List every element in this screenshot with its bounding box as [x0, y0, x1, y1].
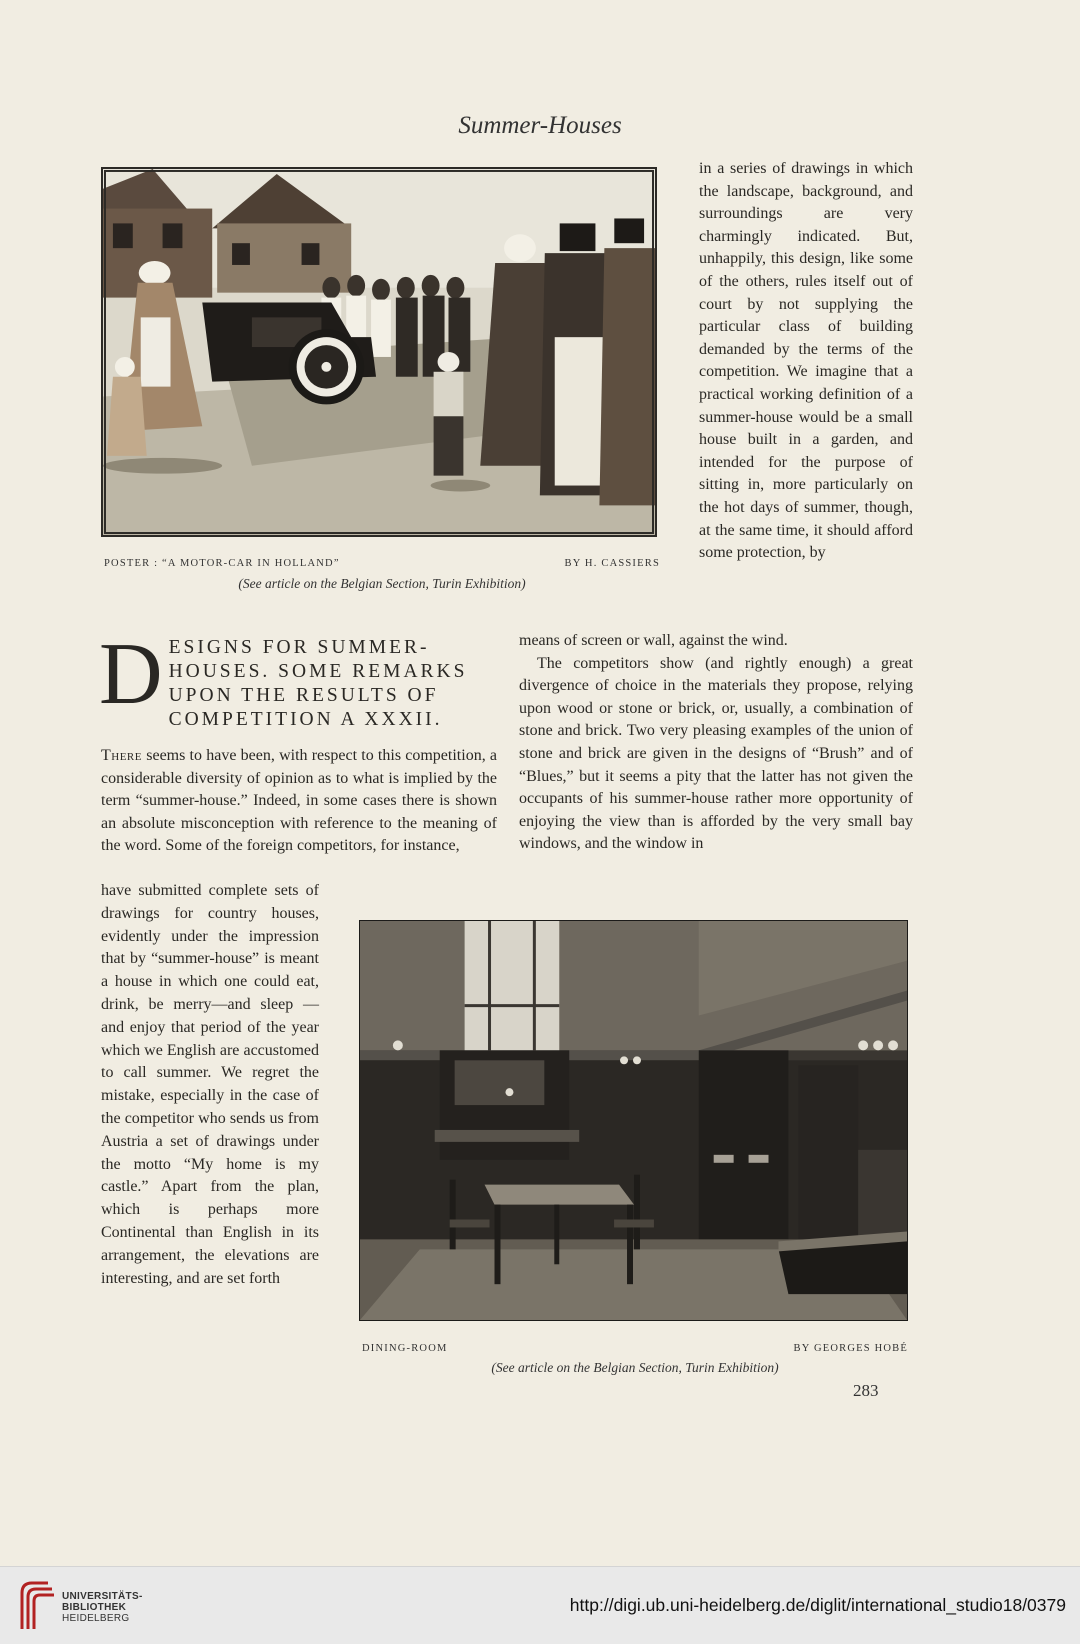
figure2-title: DINING-ROOM: [362, 1343, 448, 1354]
library-name[interactable]: [62, 1591, 143, 1624]
paragraph: have submitted complete sets of drawings for country houses, evidently under the impression that by “summer-house” is meant a house in which one could eat, drink, be merry—and sleep — and enjoy that period of the year which we English are accustomed to call summer. We regret the mistake, especially in the case of the competitor who sends us from Austria a set of drawings under the motto “My home is my castle.” Apart from the plan, which is perhaps more Continental than English in its arrangement, the elevations are interesting, and are set forth: [101, 882, 319, 1287]
paragraph: The competitors show (and rightly enough) a great divergence of choice in the materials they propose, relying upon wood or stone or brick, or, usually, a combination of stone and brick. Two very pleasing examples of the union of stone and brick are given in the designs of “Brush” and of “Blues,” but it seems a pity that the latter has not given the occupants of his summer-house rather more opportunity of enjoying the view than is afforded by the very small bay windows, and the window in: [519, 654, 913, 853]
library-footer: [0, 1566, 1080, 1644]
left-column-wide: [101, 745, 497, 858]
figure2-note: (See article on the Belgian Section, Turin Exhibition): [491, 1360, 779, 1375]
paragraph-line: means of screen or wall, against the wind.: [519, 632, 788, 649]
paragraph: seems to have been, with respect to this competition, a considerable diversity of opinion as to what is implied by the term “summer-house.” Indeed, in some cases there is shown an absolute misconception with reference to the meaning of the word. Some of the foreign competitors, for instance,: [101, 747, 498, 854]
right-column-top: [699, 158, 913, 565]
page-number: 283: [853, 1381, 879, 1400]
figure1-artist: BY H. CASSIERS: [564, 558, 660, 569]
dining-room-photo: [359, 920, 908, 1321]
lead-word: There: [101, 747, 142, 764]
source-url-link[interactable]: http://digi.ub.uni-heidelberg.de/diglit/international_studio18/0379: [569, 1595, 1066, 1615]
right-column-middle: [519, 630, 913, 856]
drop-cap: D: [99, 626, 163, 723]
library-name-line: BIBLIOTHEK: [62, 1602, 127, 1613]
figure1-title: POSTER : “A MOTOR-CAR IN HOLLAND”: [104, 558, 340, 569]
heading-text: ESIGNS FOR SUMMER-HOUSES. SOME REMARKS UPON THE RESULTS OF COMPETITION A XXXII.: [168, 637, 468, 730]
poster-illustration: [101, 167, 657, 537]
article-heading: [99, 626, 497, 732]
running-head: Summer-Houses: [458, 112, 622, 139]
library-logo-icon[interactable]: [14, 1579, 58, 1633]
paragraph: in a series of drawings in which the landscape, background, and surroundings are very charmingly indicated. But, unhappily, this design, like some of the others, rules itself out of court by not supplying the particular class of building demanded by the terms of the competition. We imagine that a practical working definition of a summer-house would be a small house built in a garden, and intended for the purpose of sitting in, more particularly on the hot days of summer, though, at the same time, it should afford some protection, by: [699, 160, 913, 562]
library-name-line: HEIDELBERG: [62, 1613, 130, 1624]
figure2-artist: BY GEORGES HOBÉ: [793, 1343, 908, 1354]
figure1-note: (See article on the Belgian Section, Turin Exhibition): [238, 576, 526, 591]
left-column-narrow: [101, 880, 319, 1290]
library-name-line: UNIVERSITÄTS-: [62, 1591, 143, 1602]
